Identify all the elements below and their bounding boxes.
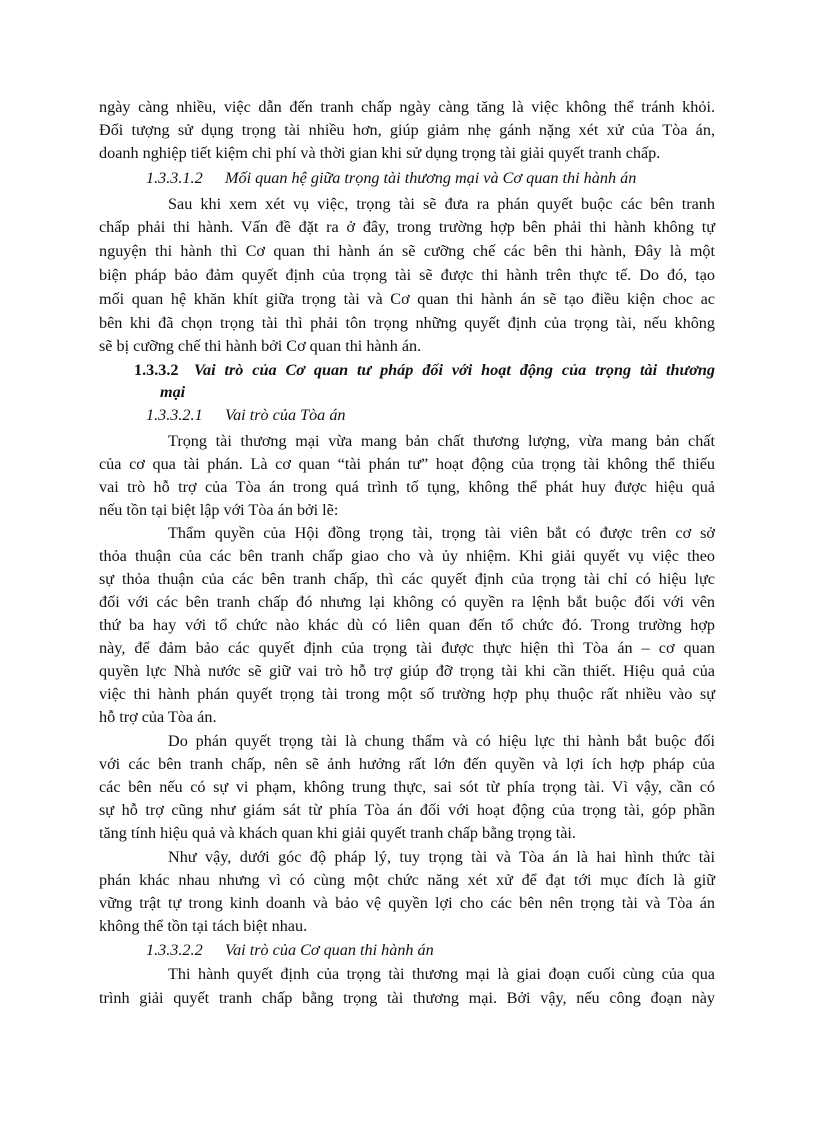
text-line bbox=[99, 706, 715, 729]
text-line bbox=[99, 142, 715, 165]
section-title: Mối quan hệ giữa trọng tài thương mại và Cơ quan thi hành án bbox=[225, 169, 637, 187]
text-line bbox=[99, 822, 715, 845]
text-line bbox=[99, 312, 715, 335]
text-line bbox=[99, 683, 715, 706]
text-line bbox=[99, 614, 715, 637]
line-text: các bên nếu có sự vi phạm, không trung thực, sai sót từ phía trọng tài. Vì vậy, cần có bbox=[99, 778, 715, 796]
line-text: Do phán quyết trọng tài là chung thẩm và có hiệu lực thi hành bắt buộc đối bbox=[168, 732, 715, 750]
text-line bbox=[168, 730, 715, 753]
section-title: Vai trò của Tòa án bbox=[225, 406, 346, 424]
section-heading bbox=[146, 939, 715, 962]
text-line bbox=[99, 216, 715, 239]
line-text: mối quan hệ khăn khít giữa trọng tài và Cơ quan thi hành án sẽ tạo điều kiện choc ac bbox=[99, 290, 715, 308]
text-line bbox=[99, 799, 715, 822]
line-text: thỏa thuận của các bên tranh chấp giao cho và ủy nhiệm. Khi giải quyết vụ việc theo bbox=[99, 547, 715, 565]
section-number: 1.3.3.2 bbox=[134, 361, 179, 379]
line-text: tăng tính hiệu quả và khách quan khi giải quyết tranh chấp bằng trọng tài. bbox=[99, 824, 576, 842]
line-text: Đối tượng sử dụng trọng tài nhiều hơn, giúp giảm nhẹ gánh nặng xét xử của Tòa án, bbox=[99, 121, 715, 139]
line-text: sự hỗ trợ cũng như giám sát từ phía Tòa án đối với hoạt động của trọng tài, góp phần bbox=[99, 801, 715, 819]
text-line bbox=[99, 776, 715, 799]
text-line bbox=[99, 987, 715, 1010]
text-line bbox=[99, 660, 715, 683]
text-line bbox=[99, 545, 715, 568]
line-text: thứ ba hay với tổ chức nào khác dù có liên quan đến tổ chức đó. Trong trường hợp bbox=[99, 616, 715, 634]
line-text: ngày càng nhiều, việc dẫn đến tranh chấp ngày càng tăng là việc không thể tránh khỏi. bbox=[99, 98, 715, 116]
text-line bbox=[99, 869, 715, 892]
line-text: Sau khi xem xét vụ việc, trọng tài sẽ đưa ra phán quyết buộc các bên tranh bbox=[168, 195, 715, 213]
line-text: đối với các bên tranh chấp đó nhưng lại không có quyền ra lệnh bắt buộc đối với vên bbox=[99, 593, 715, 611]
text-line bbox=[99, 264, 715, 287]
text-line bbox=[99, 288, 715, 311]
line-text: không thể tồn tại tách biệt nhau. bbox=[99, 917, 308, 935]
section-title: Vai trò của Cơ quan thi hành án bbox=[225, 941, 434, 959]
line-text: hỗ trợ của Tòa án. bbox=[99, 708, 217, 726]
section-number: 1.3.3.2.2 bbox=[146, 941, 203, 959]
line-text: Thẩm quyền của Hội đồng trọng tài, trọng tài viên bắt có được trên cơ sở bbox=[168, 524, 715, 542]
line-text: Thi hành quyết định của trọng tài thương mại là giai đoạn cuối cùng của qua bbox=[168, 965, 715, 983]
text-line bbox=[99, 119, 715, 142]
text-line bbox=[99, 476, 715, 499]
line-text: trình giải quyết tranh chấp bằng trọng tài thương mại. Bởi vậy, nếu công đoạn này bbox=[99, 989, 715, 1007]
line-text: doanh nghiệp tiết kiệm chi phí và thời gian khi sử dụng trọng tài giải quyết tranh chấp. bbox=[99, 144, 661, 162]
section-title: mại bbox=[160, 383, 186, 401]
text-line bbox=[168, 963, 715, 986]
line-text: quyền lực Nhà nước sẽ giữ vai trò hỗ trợ giúp đỡ trọng tài khi cần thiết. Hiệu quả của bbox=[99, 662, 715, 680]
section-heading bbox=[134, 359, 715, 382]
text-line bbox=[168, 193, 715, 216]
line-text: nếu tồn tại biệt lập với Tòa án bởi lẽ: bbox=[99, 501, 339, 519]
text-line bbox=[99, 453, 715, 476]
line-text: vững trật tự trong kinh doanh và bảo vệ quyền lợi cho các bên nên trọng tài và Tòa án bbox=[99, 894, 715, 912]
text-line bbox=[99, 499, 715, 522]
line-text: biện pháp bảo đảm quyết định của trọng tài sẽ được thi hành trên thực tế. Do đó, tạo bbox=[99, 266, 715, 284]
text-line bbox=[168, 430, 715, 453]
line-text: chấp phải thi hành. Vấn đề đặt ra ở đây, trong trường hợp bên phải thi hành không tự bbox=[99, 218, 715, 236]
line-text: vai trò hỗ trợ của Tòa án trong quá trình tố tụng, không thể phát huy được hiệu quả bbox=[99, 478, 715, 496]
text-line bbox=[99, 637, 715, 660]
text-line bbox=[99, 240, 715, 263]
text-line bbox=[99, 568, 715, 591]
section-number: 1.3.3.1.2 bbox=[146, 169, 203, 187]
text-line bbox=[99, 591, 715, 614]
text-line bbox=[99, 753, 715, 776]
section-heading bbox=[146, 167, 715, 190]
text-line bbox=[99, 335, 715, 358]
section-heading bbox=[160, 381, 715, 404]
section-title: Vai trò của Cơ quan tư pháp đối với hoạt động của trọng tài thương bbox=[194, 361, 715, 379]
line-text: của cơ qua tài phán. Là cơ quan “tài phán tư” hoạt động của trọng tài không thể thiếu bbox=[99, 455, 715, 473]
line-text: với các bên tranh chấp, nên sẽ ảnh hưởng rất lớn đến quyền và lợi ích hợp pháp của bbox=[99, 755, 715, 773]
line-text: Trọng tài thương mại vừa mang bản chất thương lượng, vừa mang bản chất bbox=[168, 432, 715, 450]
text-line bbox=[168, 522, 715, 545]
text-line bbox=[99, 96, 715, 119]
text-line bbox=[99, 892, 715, 915]
section-number: 1.3.3.2.1 bbox=[146, 406, 203, 424]
line-text: phán khác nhau nhưng vì có cùng một chức năng xét xử để đạt tới mục đích là giữ bbox=[99, 871, 715, 889]
line-text: này, để đảm bảo các quyết định của trọng tài được thực hiện thì Tòa án – cơ quan bbox=[99, 639, 715, 657]
line-text: Như vậy, dưới góc độ pháp lý, tuy trọng tài và Tòa án là hai hình thức tài bbox=[168, 848, 715, 866]
line-text: bên khi đã chọn trọng tài thì phải tôn trọng những quyết định của trọng tài, nếu không bbox=[99, 314, 715, 332]
line-text: việc thi hành phán quyết trọng tài trong một số trường hợp phụ thuộc rất nhiều vào sự bbox=[99, 685, 715, 703]
line-text: nguyện thi hành thì Cơ quan thi hành án sẽ cưỡng chế các bên thi hành, Đây là một bbox=[99, 242, 715, 260]
section-heading bbox=[146, 404, 715, 427]
line-text: sẽ bị cưỡng chế thi hành bởi Cơ quan thi hành án. bbox=[99, 337, 422, 355]
text-line bbox=[168, 846, 715, 869]
text-line bbox=[99, 915, 715, 938]
line-text: sự thỏa thuận của các bên tranh chấp, thì các quyết định của trọng tài chỉ có hiệu lực bbox=[99, 570, 715, 588]
